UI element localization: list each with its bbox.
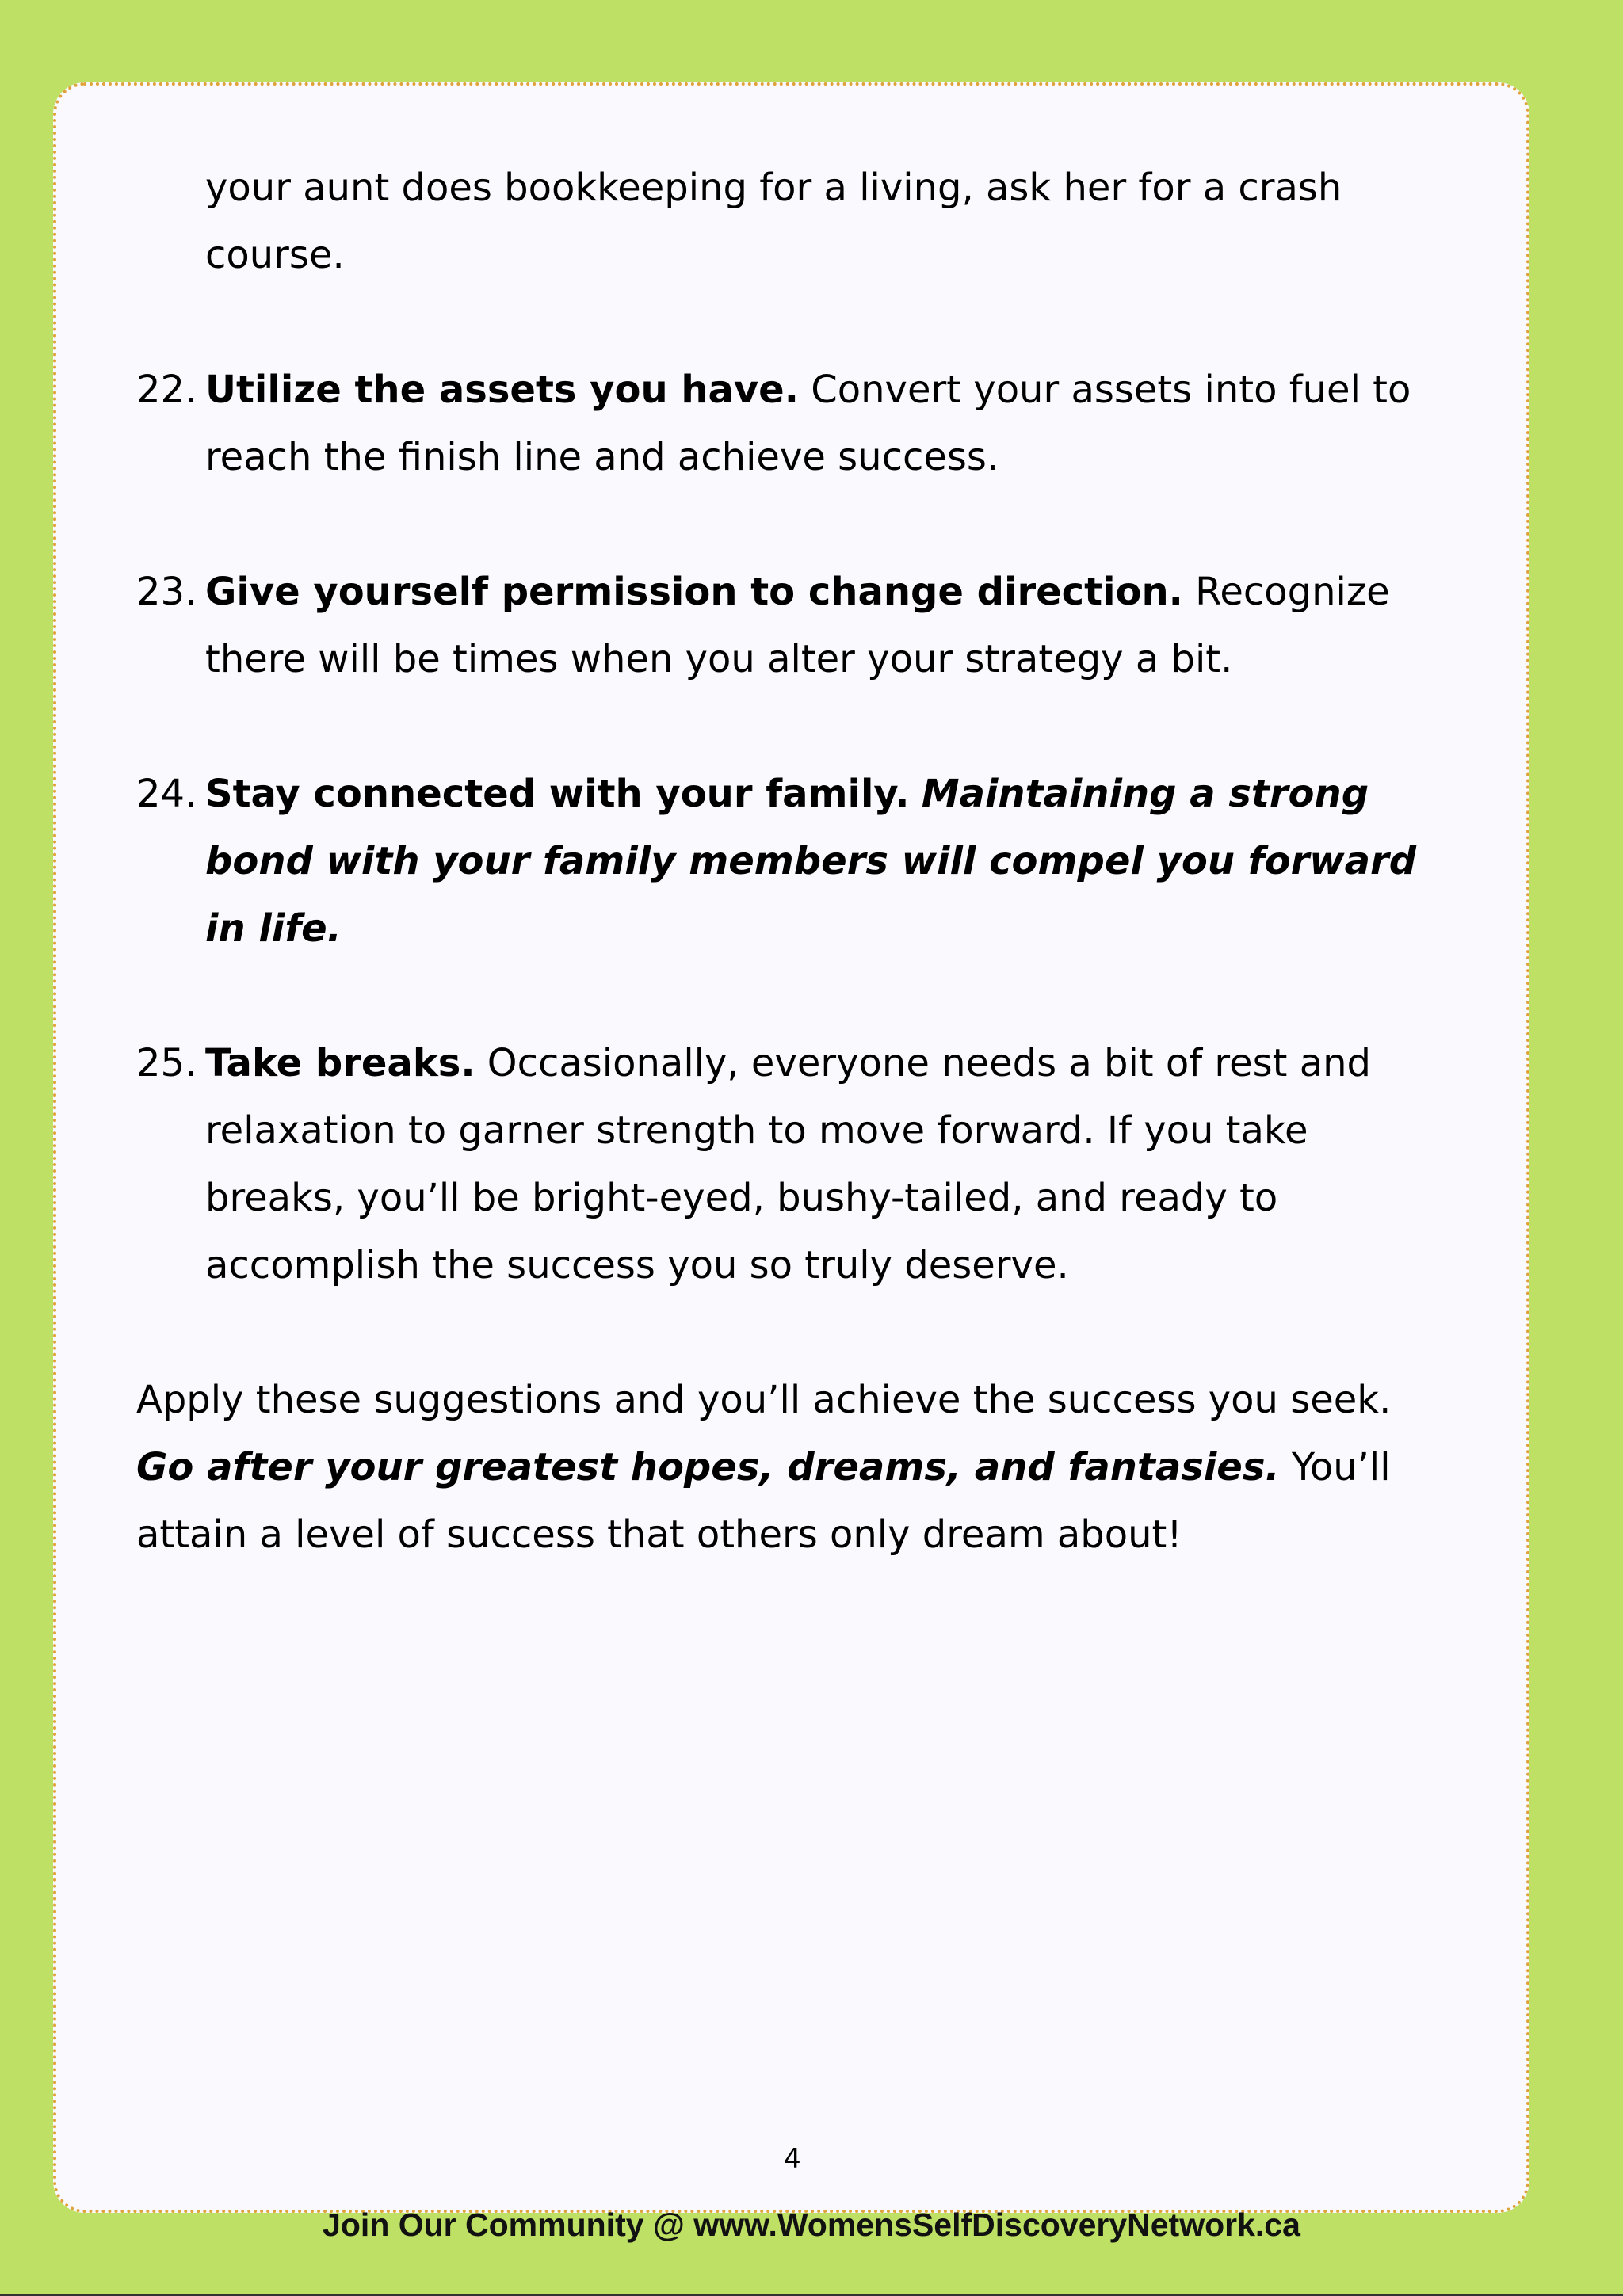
list-item-text (205, 761, 1452, 963)
list-item-23 (136, 559, 1452, 693)
document-body (136, 154, 1452, 1569)
conclusion-paragraph (136, 1367, 1452, 1569)
conclusion-tail: You’ll attain a level of success that others only dream about! (136, 1445, 1391, 1557)
list-number: 24. (136, 772, 197, 816)
list-item-body (910, 772, 922, 816)
list-item-body: Convert your assets into fuel to reach the finish line and achieve success. (205, 368, 1411, 479)
list-item-body: Occasionally, everyone needs a bit of rest and relaxation to garner strength to move forward. If you take breaks, you’ll be bright-eyed, bushy-tailed, and ready to accomplish the success you so truly deserve. (205, 1041, 1372, 1287)
list-item-24 (136, 761, 1452, 963)
list-item-text (205, 559, 1452, 693)
conclusion-lead: Apply these suggestions and you’ll achieve the success you seek. (136, 1378, 1392, 1422)
list-number: 25. (136, 1041, 197, 1085)
list-item-body: Recognize there will be times when you alter your strategy a bit. (205, 570, 1390, 681)
page-number: 4 (784, 2143, 801, 2175)
continuation-text: your aunt does bookkeeping for a living, ask her for a crash course. (205, 166, 1342, 277)
list-item-text (205, 357, 1452, 491)
list-number: 22. (136, 368, 197, 412)
list-item-25 (136, 1030, 1452, 1299)
list-item-22 (136, 357, 1452, 491)
list-item-title: Give yourself permission to change direction. (205, 570, 1183, 614)
list-item-title: Utilize the assets you have. (205, 368, 799, 412)
footer-community-link[interactable]: Join Our Community @ www.WomensSelfDiscoveryNetwork.ca (323, 2206, 1300, 2243)
list-number: 23. (136, 570, 197, 614)
list-item-title: Stay connected with your family. (205, 772, 910, 816)
conclusion-emphasis: Go after your greatest hopes, dreams, and fantasies. (136, 1445, 1280, 1489)
list-item-title: Take breaks. (205, 1041, 475, 1085)
list-item-text (205, 1030, 1452, 1299)
list-item-emphasis: Maintaining a strong bond with your family members will compel you forward in life. (205, 772, 1417, 951)
